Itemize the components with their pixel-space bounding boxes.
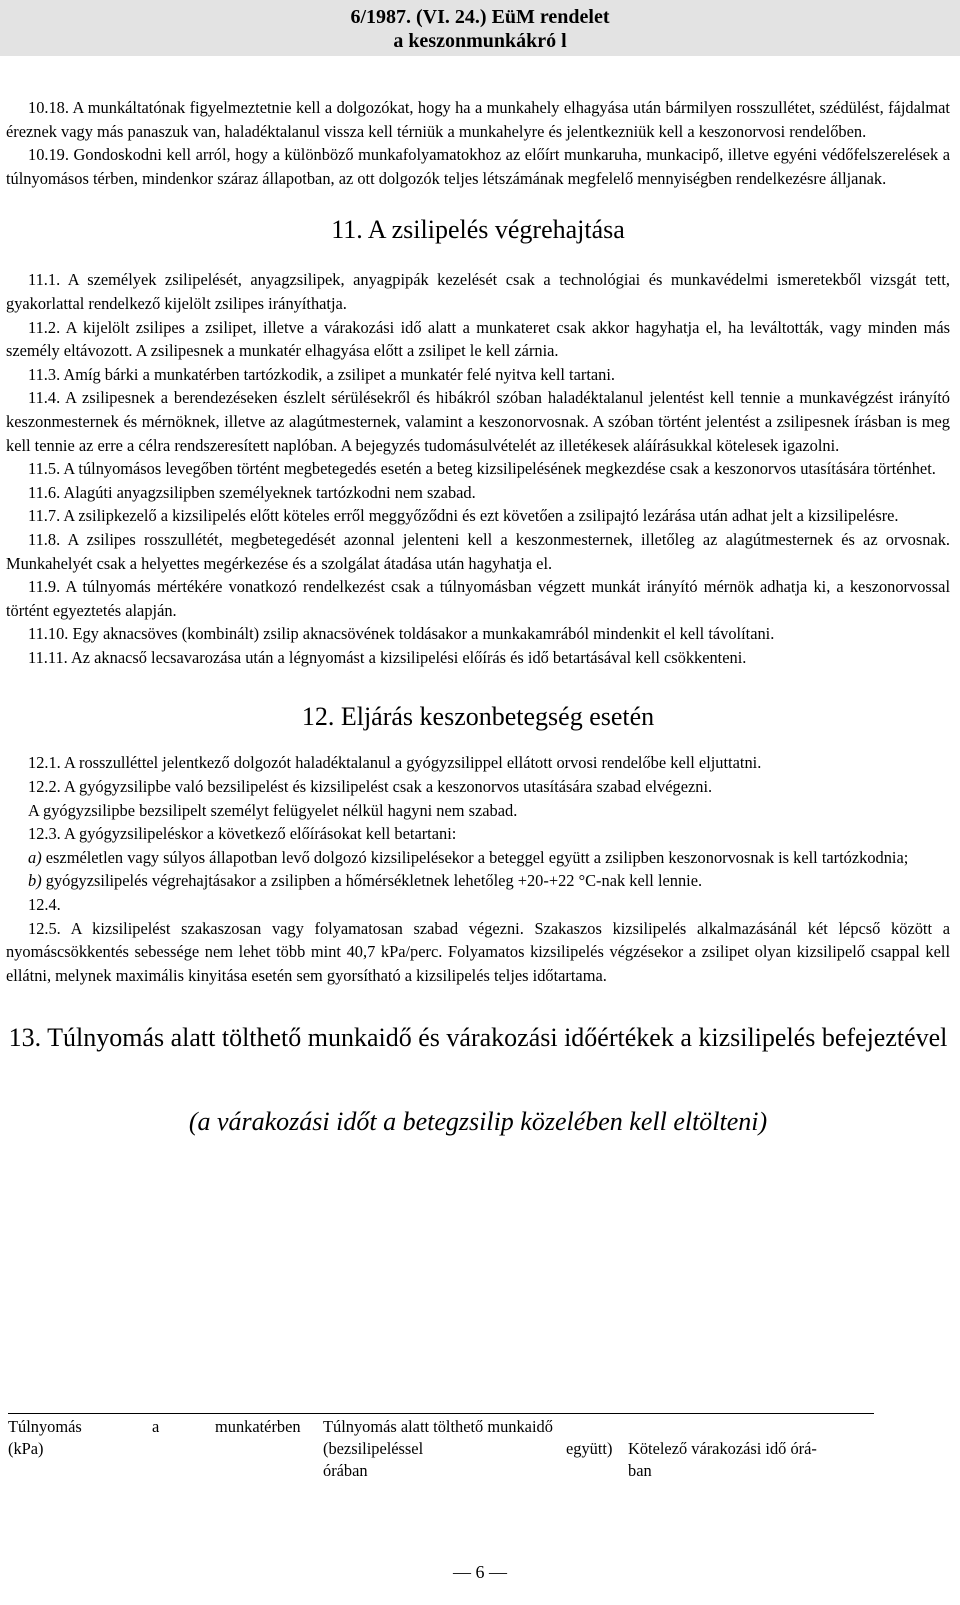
paragraph-11-4: 11.4. A zsilipesnek a berendezéseken észlelt sérülésekről és hibákról szóban haladéktalanul jelentést kell tennie a munkavégzést irányító keszonmesternek és mérnöknek, illetve az alagútmesternek, valamint a keszonorvosnak. A szóban történt jelentést a zsilipesnek írásban is meg kell tennie az erre a célra rendszeresített naplóban. A bejegyzés tudomásulvételét az illetékesek aláírásukkal kötelesek igazolni. xyxy=(6,388,950,455)
paragraph-12-4: 12.4. xyxy=(28,895,61,915)
table-col-overpressure-line2: (bezsilipeléssel xyxy=(323,1439,424,1458)
section-13-subtitle: (a várakozási időt a betegzsilip közelében kell eltölteni) xyxy=(188,1107,768,1137)
table-col-waiting-line1: Kötelező várakozási idő órá- xyxy=(628,1439,817,1458)
item-text-b: gyógyzsilipelés végrehajtásakor a zsilipben a hőmérsékletnek lehetőleg +20-+22 °C-nak kell lennie. xyxy=(45,871,703,891)
paragraph-11-11: 11.11. Az aknacső lecsavarozása után a légnyomást a kizsilipelési előírás és idő betartásával kell csökkenteni. xyxy=(28,647,747,667)
paragraph-10-18: 10.18. A munkáltatónak figyelmeztetnie kell a dolgozókat, hogy ha a munkahely elhagyása után bármilyen rosszullétet, szédülést, fájdalmat éreznek vagy más panaszuk van, haladéktalanul vissza kell térniük a munkahelyre és jelentkezniük kell a keszonorvosi rendelőben. xyxy=(6,98,950,141)
table-col-waiting-line2: ban xyxy=(628,1461,652,1480)
table-col-pressure xyxy=(8,1416,118,1460)
item-label-b: b) xyxy=(28,871,42,891)
header-title: 6/1987. (VI. 24.) EüM rendelet xyxy=(350,6,610,28)
paragraph-12-3: 12.3. A gyógyzsilipeléskor a következő előírásokat kell betartani: xyxy=(28,824,457,844)
page-number: — 6 — xyxy=(453,1562,507,1582)
paragraph-12-3-a xyxy=(6,846,950,870)
paragraph-10-19: 10.19. Gondoskodni kell arról, hogy a különböző munkafolyamatokhoz az előírt munkaruha, munkacipő, illetve egyéni védőfelszerelések a túlnyomásos térben, mindenkor száraz állapotban, az ott dolgozók teljes létszámának megfelelő mennyiségben rendelkezésre álljanak. xyxy=(6,145,950,188)
paragraph-11-7: 11.7. A zsilipkezelő a kizsilipelés előtt köteles erről meggyőződni és ezt követően a zsilipajtó lezárása után adhat jelt a kizsilipelésre. xyxy=(28,506,899,526)
table-col-a xyxy=(152,1416,159,1438)
paragraph-11-5: 11.5. A túlnyomásos levegőben történt megbetegedés esetén a beteg kizsilipelésének megkezdése csak a keszonorvos utasítására történhet. xyxy=(28,459,936,479)
paragraph-12-1: 12.1. A rosszulléttel jelentkező dolgozót haladéktalanul a gyógyzsilippel ellátott orvosi rendelőbe kell eljuttatni. xyxy=(28,753,762,773)
paragraph-11-6: 11.6. Alagúti anyagzsilipben személyeknek tartózkodni nem szabad. xyxy=(28,482,476,502)
section-11-title: 11. A zsilipelés végrehajtása xyxy=(331,215,625,245)
paragraph-12-3-b xyxy=(6,869,950,893)
table-col-a-text: a xyxy=(152,1417,160,1436)
section-13-title: 13. Túlnyomás alatt tölthető munkaidő és várakozási időértékek a kizsilipelés befejeztével xyxy=(8,1023,948,1053)
table-col-pressure-line1: Túlnyomás xyxy=(8,1417,82,1436)
paragraph-11-10: 11.10. Egy aknacsöves (kombinált) zsilip aknacsövének toldásakor a munkakamrából mindenkit el kell távolítani. xyxy=(28,624,775,644)
paragraph-12-5: 12.5. A kizsilipelést szakaszosan vagy folyamatosan szabad végezni. Szakaszos kizsilipelés alkalmazásánál két lépcső között a nyomáscsökkentés sebessége nem lehet több mint 40,7 kPa/perc. Folyamatos kizsilipelés végzésekor a zsilipet olyan kizsilipelő csappal kell ellátni, melynek maximális kinyitása esetén sem gyorsítható a kizsilipelés teljes időtartama. xyxy=(6,918,950,985)
table-col-pressure-line2: (kPa) xyxy=(8,1439,44,1458)
document-body xyxy=(6,96,950,1138)
header-subtitle: a keszonmunkákró l xyxy=(393,30,567,52)
item-label-a: a) xyxy=(28,847,42,867)
paragraph-12-2-cont: A gyógyzsilipbe bezsilipelt személyt felügyelet nélkül hagyni nem szabad. xyxy=(28,800,518,820)
table-col-worktime-text: munkatérben xyxy=(215,1417,301,1436)
paragraph-11-9: 11.9. A túlnyomás mértékére vonatkozó rendelkezést csak a túlnyomásban végzett munkát irányító mérnök adhatja ki, a keszonorvossal történt egyeztetés alapján. xyxy=(6,577,950,620)
paragraph-11-1: 11.1. A személyek zsilipelését, anyagzsilipek, anyagpipák kezelését csak a technológiai és munkavédelmi ismeretekből vizsgát tett, gyakorlattal rendelkező kijelölt zsilipes irányíthatja. xyxy=(6,270,950,313)
item-text-a: eszméletlen vagy súlyos állapotban levő dolgozó kizsilipelésekor a beteggel együtt a zsilipben keszonorvosnak is kell tartózkodnia; xyxy=(45,847,909,867)
table-col-waiting xyxy=(628,1438,878,1482)
paragraph-11-8: 11.8. A zsilipes rosszullétét, megbetegedését azonnal jelenteni kell a keszonmesternek, illetőleg az alagútmesternek és az orvosnak. Munkahelyét csak a helyettes megérkezése és a szolgálat átadása után hagyhatja el. xyxy=(6,529,950,573)
paragraph-12-2: 12.2. A gyógyzsilipbe való bezsilipelést és kizsilipelést csak a keszonorvos utasítására szabad elvégezni. xyxy=(28,777,713,797)
page-header xyxy=(0,0,960,56)
table-col-worktime xyxy=(215,1416,301,1438)
section-12-title: 12. Eljárás keszonbetegség esetén xyxy=(301,702,655,732)
table-col-together xyxy=(566,1438,612,1460)
table-col-overpressure-line1: Túlnyomás alatt tölthető munkaidő xyxy=(323,1417,553,1436)
table-col-overpressure-line3: órában xyxy=(323,1461,368,1480)
paragraph-11-2: 11.2. A kijelölt zsilipes a zsilipet, illetve a várakozási idő alatt a munkateret csak akkor hagyhatja el, ha leváltották, vagy minden más személy eltávozott. A zsilipesnek a munkatér elhagyása előtt a zsilipet le kell zárnia. xyxy=(6,317,950,361)
paragraph-11-3: 11.3. Amíg bárki a munkatérben tartózkodik, a zsilipet a munkatér felé nyitva kell tartani. xyxy=(28,364,615,384)
time-table-header xyxy=(8,1413,874,1480)
table-col-together-text: együtt) xyxy=(566,1439,613,1458)
